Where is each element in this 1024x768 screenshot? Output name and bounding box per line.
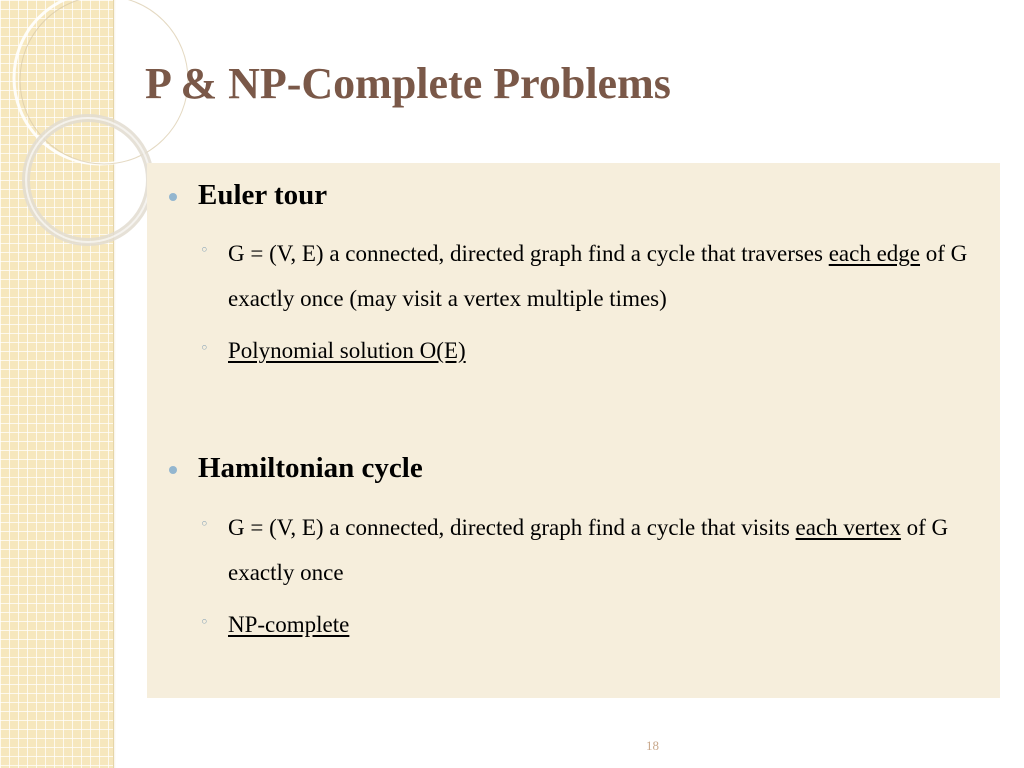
euler-definition [228, 231, 993, 321]
sub-bullet-marker: ◦ [200, 241, 209, 259]
euler-definition-text-after: of G exactly once (may visit a vertex multiple times) [228, 241, 968, 311]
bullet-dot-euler [169, 193, 177, 201]
slide-title: P & NP-Complete Problems [145, 59, 671, 108]
hamiltonian-definition-text: G = (V, E) a connected, directed graph find a cycle that visits [228, 515, 796, 540]
hamiltonian-definition [228, 505, 993, 595]
sub-bullet-marker: ◦ [200, 613, 209, 631]
sub-bullet-marker: ◦ [200, 515, 209, 533]
heading-hamiltonian-cycle: Hamiltonian cycle [198, 452, 423, 484]
euler-complexity-text: Polynomial solution O(E) [228, 338, 466, 363]
euler-definition-underlined: each edge [828, 241, 921, 266]
heading-euler-tour: Euler tour [198, 179, 328, 211]
hamiltonian-complexity [228, 602, 993, 647]
bullet-dot-hamiltonian [169, 466, 177, 474]
decorative-rings [0, 0, 140, 260]
euler-complexity [228, 328, 993, 373]
hamiltonian-definition-underlined: each vertex [795, 515, 901, 540]
euler-definition-text: G = (V, E) a connected, directed graph find a cycle that traverses [228, 241, 829, 266]
sub-bullet-marker: ◦ [200, 339, 209, 357]
hamiltonian-complexity-text: NP-complete [228, 612, 350, 637]
page-number: 18 [646, 738, 659, 753]
hamiltonian-definition-text-after: of G exactly once [228, 515, 949, 585]
content-box [147, 163, 1000, 698]
